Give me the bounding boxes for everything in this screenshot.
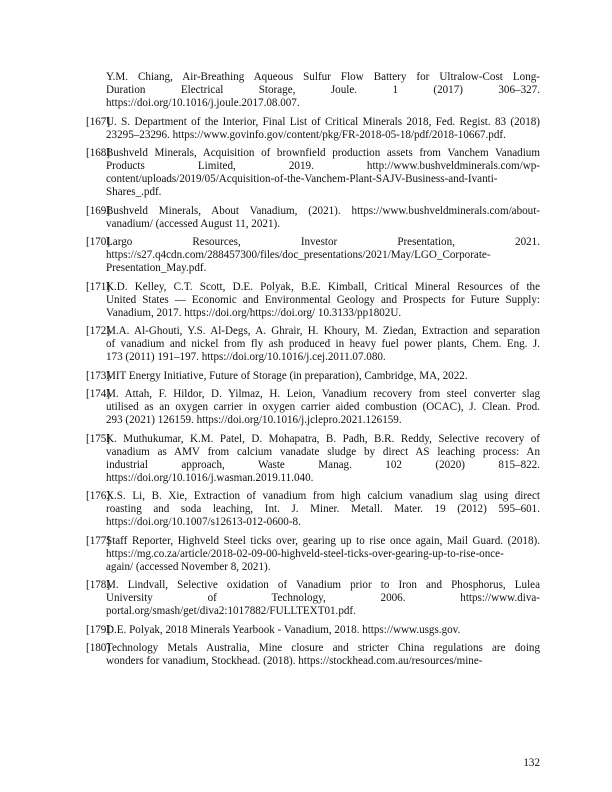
- reference-number: [170]: [86, 236, 111, 248]
- reference-text-line: 23295–23296. https://www.govinfo.gov/content/pkg/FR-2018-05-18/pdf/2018-10667.pdf.: [106, 128, 506, 141]
- reference-text-line: industrial approach, Waste Manag. 102 (2020) 815–822.: [106, 458, 540, 471]
- reference-text-line: Duration Electrical Storage, Joule. 1 (2017) 306–327.: [106, 84, 540, 96]
- reference-text-line: Largo Resources, Investor Presentation, 2021.: [106, 236, 540, 248]
- reference-item: [86, 388, 540, 427]
- reference-text-line: roasting and soda leaching, Int. J. Miner. Metall. Mater. 19 (2012) 595–601.: [106, 503, 540, 515]
- reference-number: [180]: [86, 642, 111, 654]
- reference-text-line: https://doi.org/10.1007/s12613-012-0600-8.: [106, 516, 301, 528]
- reference-number: [173]: [86, 369, 111, 382]
- reference-number: [177]: [86, 534, 111, 547]
- reference-text-line: https://doi.org/10.1016/j.joule.2017.08.007.: [106, 97, 300, 109]
- reference-item: [86, 281, 540, 320]
- reference-text-line: 173 (2011) 191–197. https://doi.org/10.1016/j.cej.2011.07.080.: [106, 351, 386, 363]
- reference-number: [172]: [86, 325, 111, 337]
- reference-item: [86, 116, 540, 142]
- reference-text-line: M.A. Al-Ghouti, Y.S. Al-Degs, A. Ghrair, H. Khoury, M. Ziedan, Extraction and separation: [106, 325, 540, 337]
- reference-text-line: M. Lindvall, Selective oxidation of Vanadium prior to Iron and Phosphorus, Lulea: [106, 579, 540, 591]
- reference-text-line: X.S. Li, B. Xie, Extraction of vanadium from high calcium vanadium slag using direct: [106, 490, 540, 502]
- reference-number: [174]: [86, 388, 111, 400]
- reference-item: [86, 147, 540, 199]
- reference-item: [86, 642, 540, 668]
- reference-text-line: Technology Metals Australia, Mine closure and stricter China regulations are doing: [106, 642, 540, 654]
- reference-text-line: M. Attah, F. Hildor, D. Yilmaz, H. Leion, Vanadium recovery from steel converter slag: [106, 388, 540, 400]
- reference-text-line: K.D. Kelley, C.T. Scott, D.E. Polyak, B.E. Kimball, Critical Mineral Resources of the: [106, 280, 540, 293]
- reference-item: [86, 579, 540, 618]
- reference-text-line: Presentation_May.pdf.: [106, 262, 207, 274]
- reference-text-line: utilised as an oxygen carrier in oxygen carrier aided combustion (OCAC), J. Clean. Prod.: [106, 401, 540, 413]
- reference-text-line: vanadium as AMV from calcium vanadate sludge by direct AS leaching process: An: [106, 445, 540, 458]
- reference-text-line: https://doi.org/10.1016/j.wasman.2019.11.040.: [106, 471, 314, 484]
- reference-text-line: content/uploads/2019/05/Acquisition-of-the-Vanchem-Plant-SAJV-Business-and-Ivanti-: [106, 173, 498, 185]
- reference-item: [86, 370, 540, 383]
- reference-text-line: D.E. Polyak, 2018 Minerals Yearbook - Vanadium, 2018. https://www.usgs.gov.: [106, 623, 461, 636]
- reference-text-line: Y.M. Chiang, Air-Breathing Aqueous Sulfur Flow Battery for Ultralow-Cost Long-: [106, 71, 540, 83]
- reference-text-line: United States — Economic and Environmental Geology and Prospects for Future Supply:: [106, 293, 540, 306]
- reference-text-line: https://s27.q4cdn.com/288457300/files/doc_presentations/2021/May/LGO_Corporate-: [106, 249, 491, 261]
- reference-text-line: 293 (2021) 126159. https://doi.org/10.1016/j.jclepro.2021.126159.: [106, 414, 402, 426]
- reference-number: [168]: [86, 147, 111, 159]
- page-number: 132: [523, 757, 540, 769]
- reference-text-line: of vanadium and nickel from fly ash produced in heavy fuel power plants, Chem. Eng. J.: [106, 338, 540, 350]
- reference-text-line: Bushveld Minerals, About Vanadium, (2021). https://www.bushveldminerals.com/about-: [106, 204, 540, 217]
- reference-text-line: wonders for vanadium, Stockhead. (2018). https://stockhead.com.au/resources/mine-: [106, 655, 483, 667]
- reference-list: [86, 71, 540, 674]
- reference-item: [86, 325, 540, 364]
- reference-text-line: https://mg.co.za/article/2018-02-09-00-highveld-steel-ticks-over-gearing-up-to-rise-once-: [106, 547, 504, 560]
- reference-item: [86, 535, 540, 574]
- reference-text-line: Bushveld Minerals, Acquisition of brownfield production assets from Vanchem Vanadium: [106, 147, 540, 159]
- reference-number: [178]: [86, 579, 111, 591]
- reference-text-line: Products Limited, 2019. http://www.bushveldminerals.com/wp-: [106, 160, 540, 172]
- reference-item: [86, 624, 540, 637]
- reference-text-line: portal.org/smash/get/diva2:1017882/FULLTEXT01.pdf.: [106, 605, 356, 617]
- reference-item: [86, 205, 540, 231]
- reference-text-line: Staff Reporter, Highveld Steel ticks over, gearing up to rise once again, Mail Guard. (2018).: [106, 534, 540, 547]
- reference-number: [175]: [86, 432, 111, 445]
- reference-text-line: Vanadium, 2017. https://doi.org/https://doi.org/ 10.3133/pp1802U.: [106, 306, 402, 319]
- reference-number: [179]: [86, 623, 111, 636]
- reference-text-line: U. S. Department of the Interior, Final List of Critical Minerals 2018, Fed. Regist. 83 (2018): [106, 115, 540, 128]
- reference-text-line: vanadium/ (accessed August 11, 2021).: [106, 217, 280, 230]
- reference-number: [171]: [86, 280, 111, 293]
- reference-item: [86, 490, 540, 529]
- reference-item: [86, 71, 540, 110]
- reference-text-line: K. Muthukumar, K.M. Patel, D. Mohapatra, B. Padh, B.R. Reddy, Selective recovery of: [106, 432, 540, 445]
- reference-item: [86, 433, 540, 485]
- reference-number: [167]: [86, 115, 111, 128]
- reference-number: [169]: [86, 204, 111, 217]
- reference-text-line: again/ (accessed November 8, 2021).: [106, 560, 271, 573]
- reference-number: [176]: [86, 490, 111, 502]
- reference-text-line: MIT Energy Initiative, Future of Storage (in preparation), Cambridge, MA, 2022.: [106, 369, 468, 382]
- reference-text-line: University of Technology, 2006. https://www.diva-: [106, 592, 540, 604]
- reference-text-line: Shares_.pdf.: [106, 186, 162, 198]
- reference-item: [86, 236, 540, 275]
